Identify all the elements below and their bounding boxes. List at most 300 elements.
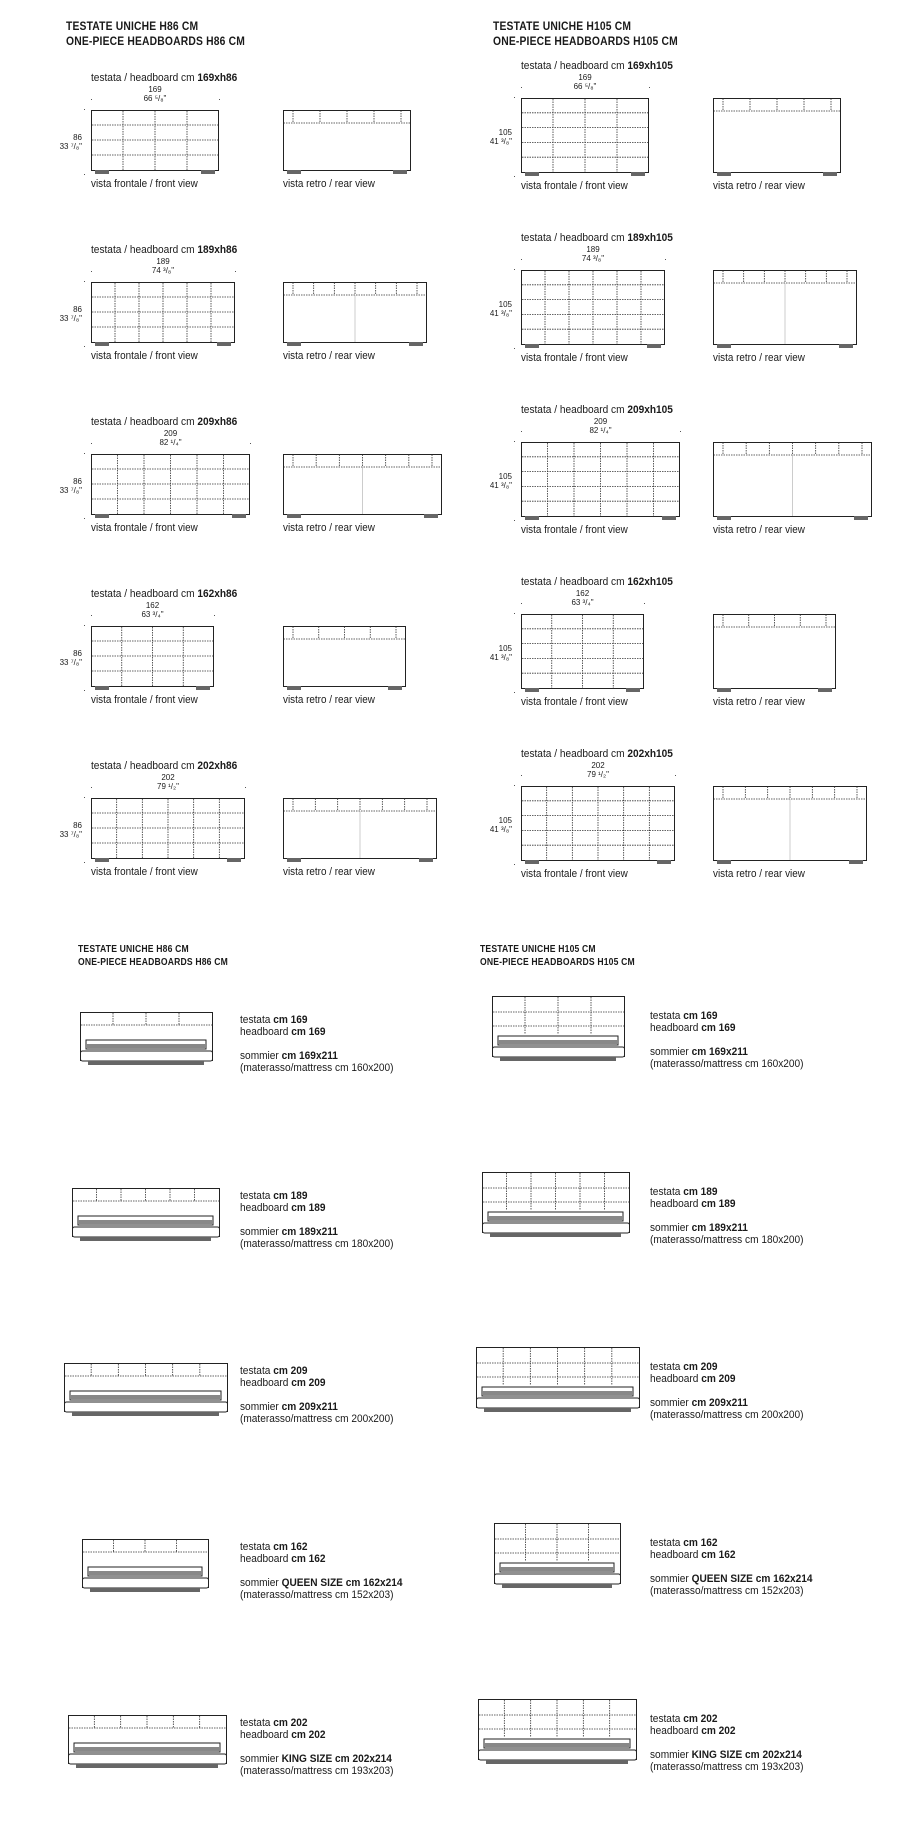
spec-sommier-label: sommier xyxy=(240,1577,279,1589)
bed-sommier xyxy=(493,1047,625,1057)
rear-view-label: vista retro / rear view xyxy=(713,180,805,192)
foot-left xyxy=(717,516,731,520)
beds-title-h86-line2: ONE-PIECE HEADBOARDS H86 CM xyxy=(78,957,228,968)
spec-testata-value: cm 162 xyxy=(683,1537,718,1549)
spec-mattress-value: 152x203) xyxy=(351,1589,394,1601)
spec-sommier-line xyxy=(650,1397,804,1409)
dim-tick xyxy=(521,431,522,432)
height-dimension xyxy=(476,644,512,662)
width-in: 63 ³/₄" xyxy=(571,598,594,607)
spec-mattress-line xyxy=(650,1585,813,1597)
height-cm: 86 xyxy=(73,820,82,830)
dim-tick xyxy=(91,787,92,788)
dim-tick xyxy=(514,692,515,693)
section-title-h86 xyxy=(66,19,245,49)
spec-headboard-label: headboard xyxy=(240,1377,289,1389)
front-view-drawing xyxy=(91,282,235,347)
dim-tick xyxy=(91,615,92,616)
spec-gap xyxy=(650,1561,813,1573)
dim-tick xyxy=(84,690,85,691)
bed-drawing xyxy=(492,996,626,1066)
bed-drawing xyxy=(494,1523,622,1593)
spec-mattress-label: (materasso/mattress cm xyxy=(650,1058,759,1070)
front-view-drawing xyxy=(521,98,649,177)
bed-mattress-band xyxy=(70,1395,221,1399)
spec-sommier-value: cm 202x214 xyxy=(745,1749,802,1761)
rear-view-drawing xyxy=(713,786,867,865)
spec-gap xyxy=(650,1737,804,1749)
spec-headboard-value: cm 189 xyxy=(291,1202,326,1214)
bed-base xyxy=(500,1057,616,1061)
spec-testata-value: cm 189 xyxy=(273,1190,308,1202)
foot-left xyxy=(287,686,301,690)
spec-mattress-label: (materasso/mattress cm xyxy=(650,1234,759,1246)
spec-sommier-label: sommier xyxy=(240,1753,279,1765)
spec-testata-label: testata xyxy=(240,1717,271,1729)
bed-sommier xyxy=(495,1574,621,1584)
beds-title-h105-line2: ONE-PIECE HEADBOARDS H105 CM xyxy=(480,957,635,968)
bed-sommier xyxy=(81,1051,213,1061)
front-view-label: vista frontale / front view xyxy=(91,866,198,878)
model-title-prefix: testata / headboard cm xyxy=(521,748,625,760)
bed-spec xyxy=(650,1537,813,1597)
model-title-size: 202xh105 xyxy=(627,748,673,760)
bed-drawing xyxy=(80,1012,214,1070)
bed-base xyxy=(502,1584,612,1588)
rear-view-label: vista retro / rear view xyxy=(713,696,805,708)
spec-mattress-value: 193x203) xyxy=(351,1765,394,1777)
foot-right xyxy=(657,860,671,864)
dim-tick xyxy=(91,271,92,272)
rear-view-label: vista retro / rear view xyxy=(283,350,375,362)
model-title xyxy=(91,244,237,257)
foot-left xyxy=(287,170,301,174)
rear-view-drawing xyxy=(283,626,406,691)
dim-tick xyxy=(680,431,681,432)
bed-drawing xyxy=(82,1539,210,1597)
width-dimension xyxy=(91,85,219,103)
foot-left xyxy=(95,342,109,346)
width-cm: 202 xyxy=(161,773,175,782)
bed-sommier xyxy=(483,1223,630,1233)
model-title-size: 209xh86 xyxy=(197,416,238,428)
model-title-prefix: testata / headboard cm xyxy=(521,232,625,244)
model-title-size: 169xh105 xyxy=(627,60,673,72)
foot-right xyxy=(849,860,863,864)
spec-gap xyxy=(240,1565,403,1577)
width-cm: 209 xyxy=(163,429,178,438)
spec-testata-line xyxy=(650,1361,804,1373)
foot-left xyxy=(717,172,731,176)
spec-gap xyxy=(240,1038,394,1050)
spec-sommier-line xyxy=(240,1753,394,1765)
spec-headboard-line xyxy=(650,1022,804,1034)
model-title-size: 202xh86 xyxy=(197,760,238,772)
spec-testata-value: cm 202 xyxy=(273,1717,308,1729)
spec-mattress-label: (materasso/mattress cm xyxy=(240,1413,349,1425)
height-in: 41 ³/₈" xyxy=(489,308,512,318)
model-title xyxy=(91,760,237,773)
spec-sommier-line xyxy=(650,1222,804,1234)
spec-headboard-line xyxy=(650,1373,804,1385)
width-cm: 189 xyxy=(586,245,600,254)
model-title xyxy=(521,576,673,589)
bed-base xyxy=(80,1237,211,1241)
height-dimension xyxy=(46,821,82,839)
bed-mattress-band xyxy=(88,1571,202,1575)
spec-sommier-line xyxy=(650,1046,804,1058)
foot-left xyxy=(717,688,731,692)
rear-view-drawing xyxy=(283,282,427,347)
spec-mattress-line xyxy=(240,1589,403,1601)
section-title-h86-line1: TESTATE UNICHE H86 CM xyxy=(66,19,199,33)
spec-testata-value: cm 209 xyxy=(683,1361,718,1373)
spec-mattress-value: 180x200) xyxy=(761,1234,804,1246)
rear-view-label: vista retro / rear view xyxy=(713,868,805,880)
width-dimension xyxy=(91,257,235,275)
height-cm: 105 xyxy=(498,127,512,137)
width-in: 79 ¹/₂" xyxy=(587,770,609,779)
dim-tick xyxy=(84,862,85,863)
spec-mattress-line xyxy=(650,1761,804,1773)
spec-gap xyxy=(240,1741,394,1753)
spec-mattress-label: (materasso/mattress cm xyxy=(240,1765,349,1777)
spec-headboard-line xyxy=(240,1553,403,1565)
spec-testata-value: cm 169 xyxy=(273,1014,308,1026)
foot-right xyxy=(232,514,246,518)
section-title-h105-line2: ONE-PIECE HEADBOARDS H105 CM xyxy=(493,34,678,48)
bed-mattress-band xyxy=(488,1216,623,1220)
bed-mattress-band xyxy=(74,1747,220,1751)
spec-mattress-value: 200x200) xyxy=(351,1413,394,1425)
dim-tick xyxy=(521,87,522,88)
spec-mattress-value: 152x203) xyxy=(761,1585,804,1597)
foot-left xyxy=(525,344,539,348)
height-dimension xyxy=(476,816,512,834)
spec-testata-label: testata xyxy=(650,1361,681,1373)
width-in: 74 ³/₈" xyxy=(581,254,605,263)
spec-mattress-value: 160x200) xyxy=(351,1062,394,1074)
bed-spec xyxy=(650,1713,804,1773)
width-dimension xyxy=(91,429,250,447)
bed-mattress-band xyxy=(482,1391,633,1395)
front-view-drawing xyxy=(91,626,214,691)
spec-mattress-label: (materasso/mattress cm xyxy=(650,1761,759,1773)
dim-tick xyxy=(84,281,85,282)
spec-sommier-value: cm 169x211 xyxy=(281,1050,338,1062)
spec-headboard-line xyxy=(650,1198,804,1210)
bed-sommier xyxy=(73,1227,220,1237)
foot-right xyxy=(818,688,832,692)
width-in: 79 ¹/₂" xyxy=(157,782,179,791)
height-dimension xyxy=(46,649,82,667)
height-dimension xyxy=(46,133,82,151)
spec-headboard-value: cm 202 xyxy=(291,1729,326,1741)
section-title-h105-line1: TESTATE UNICHE H105 CM xyxy=(493,19,632,33)
rear-view-label: vista retro / rear view xyxy=(283,866,375,878)
beds-title-h86-line1: TESTATE UNICHE H86 CM xyxy=(78,944,189,955)
spec-headboard-label: headboard xyxy=(240,1729,289,1741)
dim-tick xyxy=(514,520,515,521)
spec-sommier-line xyxy=(650,1749,804,1761)
bed-base xyxy=(484,1408,631,1412)
front-view-drawing xyxy=(521,786,675,865)
bed-spec xyxy=(240,1541,403,1601)
bed-base xyxy=(72,1412,219,1416)
foot-left xyxy=(717,860,731,864)
model-title-size: 189xh105 xyxy=(627,232,673,244)
rear-view-drawing xyxy=(713,614,836,693)
spec-mattress-label: (materasso/mattress cm xyxy=(240,1589,349,1601)
spec-sommier-label: sommier xyxy=(650,1749,689,1761)
foot-right xyxy=(631,172,645,176)
rear-view-drawing xyxy=(713,270,857,349)
width-dimension xyxy=(521,73,649,91)
spec-headboard-label: headboard xyxy=(650,1725,699,1737)
dim-tick xyxy=(521,259,522,260)
spec-headboard-value: cm 169 xyxy=(291,1026,326,1038)
section-title-h105 xyxy=(493,19,678,49)
dim-tick xyxy=(84,518,85,519)
height-dimension xyxy=(476,128,512,146)
foot-right xyxy=(419,858,433,862)
spec-sommier-type: QUEEN SIZE xyxy=(281,1577,343,1589)
height-cm: 105 xyxy=(498,815,512,825)
spec-testata-line xyxy=(650,1186,804,1198)
dim-tick xyxy=(214,615,215,616)
model-title xyxy=(521,232,673,245)
bed-drawing xyxy=(482,1172,631,1242)
bed-spec xyxy=(650,1361,804,1421)
model-title-prefix: testata / headboard cm xyxy=(91,416,195,428)
rear-view-label: vista retro / rear view xyxy=(283,178,375,190)
width-cm: 162 xyxy=(575,589,590,598)
foot-left xyxy=(95,514,109,518)
spec-headboard-label: headboard xyxy=(650,1022,699,1034)
spec-sommier-type: QUEEN SIZE xyxy=(691,1573,753,1585)
rear-view-drawing xyxy=(283,110,411,175)
dim-tick xyxy=(514,613,515,614)
bed-drawing xyxy=(64,1363,229,1421)
spec-testata-line xyxy=(240,1365,394,1377)
bed-sommier xyxy=(69,1754,227,1764)
foot-right xyxy=(424,514,438,518)
front-view-label: vista frontale / front view xyxy=(521,352,628,364)
spec-mattress-value: 200x200) xyxy=(761,1409,804,1421)
dim-tick xyxy=(675,775,676,776)
spec-sommier-label: sommier xyxy=(240,1226,279,1238)
spec-headboard-value: cm 189 xyxy=(701,1198,736,1210)
bed-spec xyxy=(240,1190,394,1250)
front-view-drawing xyxy=(91,110,219,175)
height-cm: 105 xyxy=(498,643,512,653)
front-view-label: vista frontale / front view xyxy=(91,350,198,362)
spec-testata-line xyxy=(240,1541,403,1553)
height-dimension xyxy=(476,300,512,318)
bed-spec xyxy=(650,1010,804,1070)
spec-headboard-line xyxy=(240,1377,394,1389)
bed-sommier xyxy=(479,1750,637,1760)
spec-testata-value: cm 209 xyxy=(273,1365,308,1377)
width-in: 66 ⁵/₈" xyxy=(573,82,597,91)
front-view-drawing xyxy=(521,442,680,521)
height-in: 33 ⁷/₈" xyxy=(59,829,82,839)
spec-sommier-value: cm 209x211 xyxy=(281,1401,338,1413)
height-in: 41 ³/₈" xyxy=(489,652,512,662)
spec-mattress-value: 193x203) xyxy=(761,1761,804,1773)
dim-tick xyxy=(644,603,645,604)
dim-tick xyxy=(91,443,92,444)
rear-view-drawing xyxy=(283,798,437,863)
width-cm: 209 xyxy=(593,417,608,426)
model-title-size: 162xh105 xyxy=(627,576,673,588)
spec-mattress-line xyxy=(240,1062,394,1074)
width-dimension xyxy=(521,589,644,607)
height-cm: 86 xyxy=(73,648,82,658)
dim-tick xyxy=(84,625,85,626)
foot-left xyxy=(95,170,109,174)
height-in: 41 ³/₈" xyxy=(489,136,512,146)
rear-view-label: vista retro / rear view xyxy=(713,352,805,364)
spec-sommier-line xyxy=(240,1401,394,1413)
dim-tick xyxy=(521,775,522,776)
spec-testata-line xyxy=(240,1717,394,1729)
spec-headboard-value: cm 202 xyxy=(701,1725,736,1737)
spec-testata-label: testata xyxy=(240,1014,271,1026)
dim-tick xyxy=(235,271,236,272)
spec-headboard-label: headboard xyxy=(650,1198,699,1210)
spec-testata-line xyxy=(650,1010,804,1022)
front-view-label: vista frontale / front view xyxy=(91,522,198,534)
spec-sommier-value: cm 162x214 xyxy=(345,1577,403,1589)
spec-headboard-label: headboard xyxy=(650,1373,699,1385)
spec-sommier-value: cm 189x211 xyxy=(281,1226,338,1238)
spec-sommier-type: KING SIZE xyxy=(691,1749,743,1761)
width-dimension xyxy=(91,601,214,619)
spec-headboard-label: headboard xyxy=(650,1549,699,1561)
foot-right xyxy=(393,170,407,174)
width-in: 74 ³/₈" xyxy=(151,266,175,275)
spec-sommier-value: cm 189x211 xyxy=(691,1222,748,1234)
rear-view-label: vista retro / rear view xyxy=(283,522,375,534)
spec-sommier-line xyxy=(240,1577,403,1589)
spec-headboard-line xyxy=(650,1725,804,1737)
spec-mattress-label: (materasso/mattress cm xyxy=(240,1238,349,1250)
spec-headboard-label: headboard xyxy=(240,1026,289,1038)
width-in: 66 ⁵/₈" xyxy=(143,94,167,103)
spec-testata-label: testata xyxy=(650,1713,681,1725)
spec-headboard-line xyxy=(650,1549,813,1561)
foot-right xyxy=(823,172,837,176)
height-dimension xyxy=(476,472,512,490)
dim-tick xyxy=(649,87,650,88)
width-cm: 189 xyxy=(156,257,170,266)
spec-headboard-line xyxy=(240,1729,394,1741)
foot-left xyxy=(717,344,731,348)
foot-left xyxy=(525,516,539,520)
spec-gap xyxy=(240,1214,394,1226)
dim-tick xyxy=(514,864,515,865)
spec-sommier-label: sommier xyxy=(240,1050,279,1062)
spec-testata-label: testata xyxy=(240,1541,271,1553)
foot-left xyxy=(287,514,301,518)
model-title-prefix: testata / headboard cm xyxy=(91,760,195,772)
width-cm: 169 xyxy=(578,73,592,82)
spec-mattress-label: (materasso/mattress cm xyxy=(650,1409,759,1421)
dim-tick xyxy=(84,174,85,175)
beds-title-h86 xyxy=(78,943,228,969)
spec-sommier-value: cm 202x214 xyxy=(335,1753,392,1765)
spec-gap xyxy=(240,1389,394,1401)
spec-mattress-line xyxy=(650,1409,804,1421)
spec-testata-line xyxy=(650,1713,804,1725)
bed-base xyxy=(90,1588,200,1592)
front-view-label: vista frontale / front view xyxy=(91,694,198,706)
spec-sommier-value: cm 162x214 xyxy=(755,1573,813,1585)
width-dimension xyxy=(91,773,245,791)
foot-right xyxy=(839,344,853,348)
bed-spec xyxy=(240,1365,394,1425)
bed-mattress-band xyxy=(86,1044,206,1048)
spec-testata-line xyxy=(240,1190,394,1202)
spec-mattress-line xyxy=(240,1413,394,1425)
width-in: 63 ³/₄" xyxy=(141,610,164,619)
height-cm: 105 xyxy=(498,299,512,309)
model-title xyxy=(91,588,237,601)
foot-right xyxy=(662,516,676,520)
model-title-prefix: testata / headboard cm xyxy=(521,576,625,588)
spec-sommier-label: sommier xyxy=(650,1397,689,1409)
spec-testata-line xyxy=(240,1014,394,1026)
bed-base xyxy=(490,1233,621,1237)
spec-mattress-value: 180x200) xyxy=(351,1238,394,1250)
model-title-prefix: testata / headboard cm xyxy=(521,404,625,416)
spec-sommier-value: cm 169x211 xyxy=(691,1046,748,1058)
height-cm: 86 xyxy=(73,476,82,486)
bed-base xyxy=(486,1760,628,1764)
spec-sommier-line xyxy=(240,1226,394,1238)
dim-tick xyxy=(514,441,515,442)
spec-testata-value: cm 162 xyxy=(273,1541,308,1553)
model-title-size: 162xh86 xyxy=(197,588,238,600)
bed-spec xyxy=(240,1717,394,1777)
spec-mattress-label: (materasso/mattress cm xyxy=(650,1585,759,1597)
spec-headboard-label: headboard xyxy=(240,1553,289,1565)
foot-left xyxy=(287,858,301,862)
spec-mattress-line xyxy=(240,1765,394,1777)
spec-testata-value: cm 189 xyxy=(683,1186,718,1198)
model-title xyxy=(521,60,673,73)
foot-right xyxy=(196,686,210,690)
dim-tick xyxy=(514,348,515,349)
spec-testata-value: cm 169 xyxy=(683,1010,718,1022)
spec-testata-label: testata xyxy=(240,1365,271,1377)
spec-sommier-value: cm 209x211 xyxy=(691,1397,748,1409)
model-title xyxy=(521,748,673,761)
width-cm: 162 xyxy=(145,601,160,610)
rear-view-drawing xyxy=(713,98,841,177)
spec-headboard-line xyxy=(240,1202,394,1214)
width-dimension xyxy=(521,761,675,779)
foot-left xyxy=(95,686,109,690)
bed-drawing xyxy=(478,1699,638,1769)
front-view-drawing xyxy=(521,614,644,693)
width-cm: 202 xyxy=(591,761,605,770)
spec-mattress-line xyxy=(650,1058,804,1070)
rear-view-label: vista retro / rear view xyxy=(283,694,375,706)
spec-mattress-line xyxy=(240,1238,394,1250)
spec-sommier-type: KING SIZE xyxy=(281,1753,333,1765)
